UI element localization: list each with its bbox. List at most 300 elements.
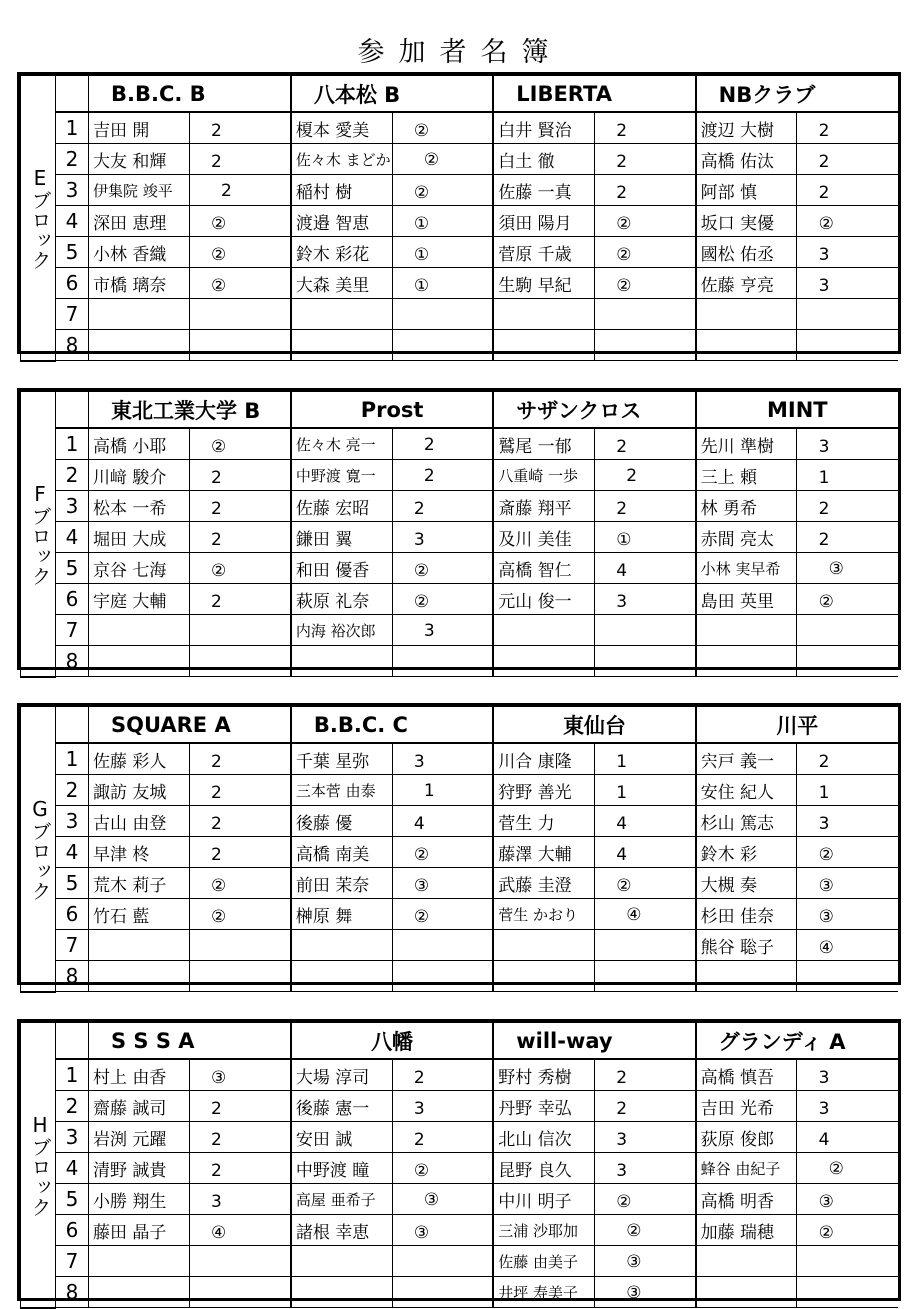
player-name: 高橋 慎吾 xyxy=(700,1067,775,1088)
player-grade: ② xyxy=(626,1220,642,1241)
player-name: 杉田 佳奈 xyxy=(700,906,775,927)
player-grade: 3 xyxy=(818,244,830,265)
row-number: 5 xyxy=(56,553,89,584)
block-0 xyxy=(17,72,901,357)
player-grade: 2 xyxy=(211,751,222,772)
block-3 xyxy=(17,1019,901,1304)
check-box xyxy=(594,615,695,646)
number-header xyxy=(56,1023,89,1060)
player-name: 鎌田 翼 xyxy=(295,529,353,550)
player-name: 岩渕 元躍 xyxy=(93,1129,167,1150)
player-cell xyxy=(493,775,628,806)
row-number: 2 xyxy=(56,1091,89,1122)
player-name: 鷲尾 一郁 xyxy=(498,436,572,457)
player-grade: 4 xyxy=(616,844,628,865)
player-name: 北山 信次 xyxy=(498,1129,572,1150)
table-row xyxy=(21,646,899,677)
table-row xyxy=(21,743,899,775)
player-name: 宇庭 大輔 xyxy=(93,591,167,612)
player-grade: 4 xyxy=(413,813,425,834)
player-grade: 2 xyxy=(413,498,425,519)
player-name: 後藤 優 xyxy=(295,813,353,834)
player-cell xyxy=(696,175,830,206)
player-name: 大槻 奏 xyxy=(700,875,758,896)
row-number: 3 xyxy=(56,1122,89,1153)
player-name: 菅生 かおり xyxy=(498,905,579,924)
player-cell xyxy=(696,1153,844,1184)
player-name: 安田 誠 xyxy=(295,1129,353,1150)
player-name: 藤澤 大輔 xyxy=(498,844,572,865)
player-cell xyxy=(696,646,797,677)
player-name: 丹野 幸弘 xyxy=(498,1098,572,1119)
block-label-text: Hブロック xyxy=(28,1112,52,1217)
player-cell xyxy=(696,299,797,330)
table-row xyxy=(21,206,899,237)
player-name: 渡邉 智恵 xyxy=(295,213,370,234)
row-number: 8 xyxy=(56,961,89,992)
row-number: 3 xyxy=(56,491,89,522)
player-cell xyxy=(291,522,425,553)
player-name: 藤田 晶子 xyxy=(93,1222,167,1243)
player-cell xyxy=(89,806,222,837)
player-cell xyxy=(291,299,392,330)
player-name: 昆野 良久 xyxy=(498,1160,572,1181)
player-name: 諸根 幸恵 xyxy=(295,1222,370,1243)
team-name: will-way xyxy=(493,1023,695,1060)
player-cell xyxy=(493,646,594,677)
player-name: 林 勇希 xyxy=(700,498,758,519)
player-cell xyxy=(493,1184,632,1215)
team-name: B.B.C. B xyxy=(89,76,291,113)
player-cell xyxy=(696,1246,797,1277)
player-cell xyxy=(493,491,628,522)
team-name: B.B.C. C xyxy=(291,707,493,744)
player-cell xyxy=(291,206,430,237)
player-cell xyxy=(291,237,430,268)
player-cell xyxy=(696,1184,834,1215)
player-name: 吉田 光希 xyxy=(700,1098,775,1119)
player-grade: ② xyxy=(413,1160,430,1181)
player-cell xyxy=(493,1153,628,1184)
player-grade: ② xyxy=(818,844,834,865)
player-grade: ④ xyxy=(626,904,642,925)
player-cell xyxy=(493,584,628,615)
player-cell xyxy=(291,428,435,460)
player-grade: ② xyxy=(211,906,227,927)
player-cell xyxy=(291,1277,392,1308)
player-grade: 2 xyxy=(626,465,638,486)
player-name: 白井 賢治 xyxy=(498,120,572,141)
player-cell xyxy=(696,961,797,992)
player-name: 狩野 善光 xyxy=(498,782,572,803)
table-row xyxy=(21,144,899,175)
player-cell xyxy=(493,1277,642,1308)
check-box xyxy=(190,646,291,677)
table-row xyxy=(21,553,899,584)
check-box xyxy=(594,930,695,961)
player-grade: 2 xyxy=(211,1129,222,1150)
player-cell xyxy=(89,1122,222,1153)
player-name: 高橋 小耶 xyxy=(93,436,167,457)
player-name: 佐々木 亮一 xyxy=(295,435,376,454)
roster-table xyxy=(20,1022,898,1309)
player-name: 村上 由香 xyxy=(93,1067,167,1088)
player-cell xyxy=(493,428,628,460)
player-cell xyxy=(291,743,425,775)
player-grade: ② xyxy=(211,213,227,234)
player-cell xyxy=(89,522,222,553)
team-name: LIBERTA xyxy=(493,76,695,113)
table-row xyxy=(21,522,899,553)
player-name: 佐藤 宏昭 xyxy=(295,498,370,519)
player-cell xyxy=(291,1091,425,1122)
player-cell xyxy=(89,553,227,584)
player-name: 中野渡 瞳 xyxy=(295,1160,370,1181)
number-header xyxy=(56,707,89,744)
player-cell xyxy=(696,491,830,522)
player-grade: ② xyxy=(211,275,227,296)
player-name: 京谷 七海 xyxy=(93,560,167,581)
player-cell xyxy=(89,206,227,237)
player-name: 稲村 樹 xyxy=(295,182,353,203)
player-name: 宍戸 義一 xyxy=(700,751,775,772)
player-cell xyxy=(89,1277,190,1308)
row-number: 1 xyxy=(56,743,89,775)
check-box xyxy=(594,299,695,330)
player-cell xyxy=(493,743,628,775)
player-cell xyxy=(696,775,830,806)
row-number: 7 xyxy=(56,299,89,330)
player-grade: 3 xyxy=(818,1098,830,1119)
player-grade: 2 xyxy=(818,498,830,519)
player-name: 清野 誠貴 xyxy=(93,1160,167,1181)
check-box xyxy=(392,961,493,992)
player-name: 荻原 俊郎 xyxy=(700,1129,775,1150)
player-cell xyxy=(89,299,190,330)
team-name: 川平 xyxy=(696,707,898,744)
check-box xyxy=(797,1246,898,1277)
row-number: 7 xyxy=(56,615,89,646)
block-2 xyxy=(17,703,901,988)
player-cell xyxy=(696,930,834,961)
player-grade: 3 xyxy=(616,1160,628,1181)
player-cell xyxy=(696,330,797,361)
table-row xyxy=(21,268,899,299)
check-box xyxy=(797,299,898,330)
block-label-text: Eブロック xyxy=(28,165,52,270)
player-name: 及川 美佳 xyxy=(498,529,572,550)
player-name: 深田 恵理 xyxy=(93,213,167,234)
player-grade: ② xyxy=(616,875,632,896)
player-name: 堀田 大成 xyxy=(93,529,167,550)
player-name: 中川 明子 xyxy=(498,1191,572,1212)
player-grade: ② xyxy=(211,560,227,581)
player-grade: 3 xyxy=(413,751,425,772)
player-name: 諏訪 友城 xyxy=(93,782,167,803)
table-row xyxy=(21,775,899,806)
player-name: 後藤 憲一 xyxy=(295,1098,370,1119)
player-name: 竹石 藍 xyxy=(93,906,150,927)
player-grade: ② xyxy=(818,591,834,612)
player-name: 三浦 沙耶加 xyxy=(498,1221,579,1240)
player-cell xyxy=(291,868,430,899)
player-cell xyxy=(493,899,642,930)
player-cell xyxy=(493,1246,642,1277)
check-box xyxy=(392,1246,493,1277)
row-number: 6 xyxy=(56,584,89,615)
player-grade: 1 xyxy=(616,782,628,803)
player-cell xyxy=(291,837,430,868)
player-name: 佐藤 由美子 xyxy=(498,1252,579,1271)
player-name: 榎本 愛美 xyxy=(295,120,370,141)
check-box xyxy=(392,1277,493,1308)
block-label xyxy=(21,707,56,992)
player-name: 熊谷 聡子 xyxy=(700,937,775,958)
player-cell xyxy=(89,961,190,992)
player-grade: ① xyxy=(413,213,430,234)
player-cell xyxy=(696,1215,834,1246)
table-row xyxy=(21,491,899,522)
player-cell xyxy=(696,1277,797,1308)
row-number: 6 xyxy=(56,268,89,299)
player-name: 高橋 智仁 xyxy=(498,560,572,581)
player-grade: ③ xyxy=(818,1191,834,1212)
check-box xyxy=(797,330,898,361)
check-box xyxy=(392,299,493,330)
row-number: 1 xyxy=(56,112,89,144)
player-name: 加藤 瑞穂 xyxy=(700,1222,775,1243)
player-name: 高橋 南美 xyxy=(295,844,370,865)
player-name: 菅生 力 xyxy=(498,813,555,834)
player-name: 高橋 佑汰 xyxy=(700,151,775,172)
player-grade: 2 xyxy=(818,529,830,550)
player-grade: 3 xyxy=(616,591,628,612)
player-name: 元山 俊一 xyxy=(498,591,572,612)
player-cell xyxy=(291,268,430,299)
player-cell xyxy=(696,615,797,646)
player-cell xyxy=(89,330,190,361)
player-name: 早津 柊 xyxy=(93,844,150,865)
player-cell xyxy=(291,1184,440,1215)
player-cell xyxy=(493,615,594,646)
player-cell xyxy=(493,961,594,992)
row-number: 2 xyxy=(56,144,89,175)
player-grade: 2 xyxy=(211,782,222,803)
player-grade: 2 xyxy=(616,182,628,203)
player-name: 小林 実早希 xyxy=(700,559,781,578)
player-grade: ③ xyxy=(413,875,430,896)
player-name: 斎藤 翔平 xyxy=(498,498,572,519)
player-cell xyxy=(89,237,227,268)
row-number: 3 xyxy=(56,806,89,837)
player-cell xyxy=(291,899,430,930)
player-name: 佐々木 まどか xyxy=(295,150,391,169)
row-number: 6 xyxy=(56,1215,89,1246)
player-grade: 1 xyxy=(423,780,435,801)
player-grade: ② xyxy=(616,1191,632,1212)
player-grade: ② xyxy=(413,906,430,927)
player-grade: 3 xyxy=(818,1067,830,1088)
check-box xyxy=(190,930,291,961)
table-row xyxy=(21,806,899,837)
player-cell xyxy=(89,899,227,930)
player-name: 武藤 圭澄 xyxy=(498,875,572,896)
player-name: 阿部 慎 xyxy=(700,182,758,203)
player-grade: 2 xyxy=(616,120,628,141)
player-grade: ③ xyxy=(818,875,834,896)
check-box xyxy=(190,330,291,361)
player-cell xyxy=(291,615,435,646)
player-cell xyxy=(696,868,834,899)
row-number: 7 xyxy=(56,1246,89,1277)
player-grade: ② xyxy=(616,244,632,265)
player-grade: 2 xyxy=(616,498,628,519)
check-box xyxy=(797,961,898,992)
player-name: 萩原 礼奈 xyxy=(295,591,370,612)
player-grade: 2 xyxy=(616,1067,628,1088)
table-row xyxy=(21,1215,899,1246)
player-name: 國松 佑丞 xyxy=(700,244,775,265)
player-grade: ③ xyxy=(211,1067,227,1088)
player-cell xyxy=(291,775,435,806)
check-box xyxy=(190,961,291,992)
player-name: 川﨑 駿介 xyxy=(93,467,167,488)
roster-table xyxy=(20,391,898,678)
player-grade: 3 xyxy=(818,436,830,457)
row-number: 8 xyxy=(56,1277,89,1308)
player-grade: 2 xyxy=(818,120,830,141)
player-cell xyxy=(696,237,830,268)
player-name: 荒木 莉子 xyxy=(93,875,167,896)
player-name: 佐藤 一真 xyxy=(498,182,572,203)
player-name: 大友 和輝 xyxy=(93,151,167,172)
team-name: グランディ A xyxy=(696,1023,898,1060)
player-grade: 2 xyxy=(211,1160,222,1181)
player-cell xyxy=(291,930,392,961)
player-grade: 2 xyxy=(818,151,830,172)
table-row xyxy=(21,961,899,992)
player-grade: 2 xyxy=(211,844,222,865)
player-cell xyxy=(696,428,830,460)
player-name: 鈴木 彩 xyxy=(700,844,758,865)
block-label xyxy=(21,1023,56,1308)
player-grade: ② xyxy=(616,213,632,234)
block-1 xyxy=(17,388,901,673)
player-grade: 3 xyxy=(616,1129,628,1150)
player-grade: ④ xyxy=(211,1222,227,1243)
player-cell xyxy=(696,584,834,615)
player-cell xyxy=(696,1091,830,1122)
player-name: 野村 秀樹 xyxy=(498,1067,572,1088)
player-grade: ① xyxy=(413,275,430,296)
player-cell xyxy=(493,144,628,175)
player-grade: ③ xyxy=(626,1282,642,1303)
row-number: 5 xyxy=(56,868,89,899)
player-cell xyxy=(291,112,430,144)
check-box xyxy=(190,1246,291,1277)
player-grade: 3 xyxy=(413,1098,425,1119)
player-cell xyxy=(89,775,222,806)
player-cell xyxy=(291,1122,425,1153)
player-cell xyxy=(89,837,222,868)
player-grade: ② xyxy=(211,436,227,457)
check-box xyxy=(392,930,493,961)
table-row xyxy=(21,899,899,930)
player-cell xyxy=(696,1059,830,1091)
player-cell xyxy=(291,961,392,992)
player-grade: 4 xyxy=(616,813,628,834)
player-grade: 3 xyxy=(818,813,830,834)
player-cell xyxy=(89,1246,190,1277)
check-box xyxy=(797,615,898,646)
page-title: 参加者名簿 xyxy=(357,37,563,68)
player-grade: ③ xyxy=(423,1189,440,1210)
player-cell xyxy=(291,584,430,615)
player-cell xyxy=(89,743,222,775)
team-name: 東仙台 xyxy=(493,707,695,744)
check-box xyxy=(190,1277,291,1308)
player-grade: 4 xyxy=(616,560,628,581)
table-row xyxy=(21,1184,899,1215)
player-grade: ② xyxy=(413,120,430,141)
team-name: サザンクロス xyxy=(493,392,695,429)
player-cell xyxy=(493,930,594,961)
player-grade: ② xyxy=(818,1222,834,1243)
player-cell xyxy=(291,646,392,677)
player-cell xyxy=(493,460,638,491)
roster-table xyxy=(20,75,898,362)
player-grade: 1 xyxy=(818,782,830,803)
table-row xyxy=(21,1153,899,1184)
player-grade: ② xyxy=(413,560,430,581)
player-name: 中野渡 寛一 xyxy=(295,466,376,485)
team-name: 八幡 xyxy=(291,1023,493,1060)
player-cell xyxy=(493,299,594,330)
player-grade: 2 xyxy=(211,467,222,488)
team-name: S S S A xyxy=(89,1023,291,1060)
player-name: 和田 優香 xyxy=(295,560,370,581)
player-name: 赤間 亮太 xyxy=(700,529,775,550)
player-grade: ② xyxy=(818,213,834,234)
player-cell xyxy=(696,522,830,553)
player-cell xyxy=(89,1059,227,1091)
table-row xyxy=(21,428,899,460)
player-name: 大場 淳司 xyxy=(295,1067,370,1088)
player-cell xyxy=(291,1246,392,1277)
player-name: 高橋 明香 xyxy=(700,1191,775,1212)
player-name: 榊原 舞 xyxy=(295,906,353,927)
table-row xyxy=(21,237,899,268)
player-cell xyxy=(493,112,628,144)
block-label xyxy=(21,76,56,361)
player-name: 先川 準樹 xyxy=(700,436,775,457)
row-number: 4 xyxy=(56,522,89,553)
player-grade: 3 xyxy=(423,620,435,641)
table-row xyxy=(21,930,899,961)
player-grade: ③ xyxy=(818,906,834,927)
player-cell xyxy=(89,1215,227,1246)
player-name: 菅原 千歳 xyxy=(498,244,572,265)
player-name: 杉山 篤志 xyxy=(700,813,775,834)
block-label xyxy=(21,392,56,677)
table-row xyxy=(21,615,899,646)
player-grade: ② xyxy=(211,875,227,896)
player-grade: 1 xyxy=(818,467,830,488)
player-cell xyxy=(696,144,830,175)
player-cell xyxy=(89,268,227,299)
player-name: 古山 由登 xyxy=(93,813,167,834)
player-cell xyxy=(696,553,844,584)
